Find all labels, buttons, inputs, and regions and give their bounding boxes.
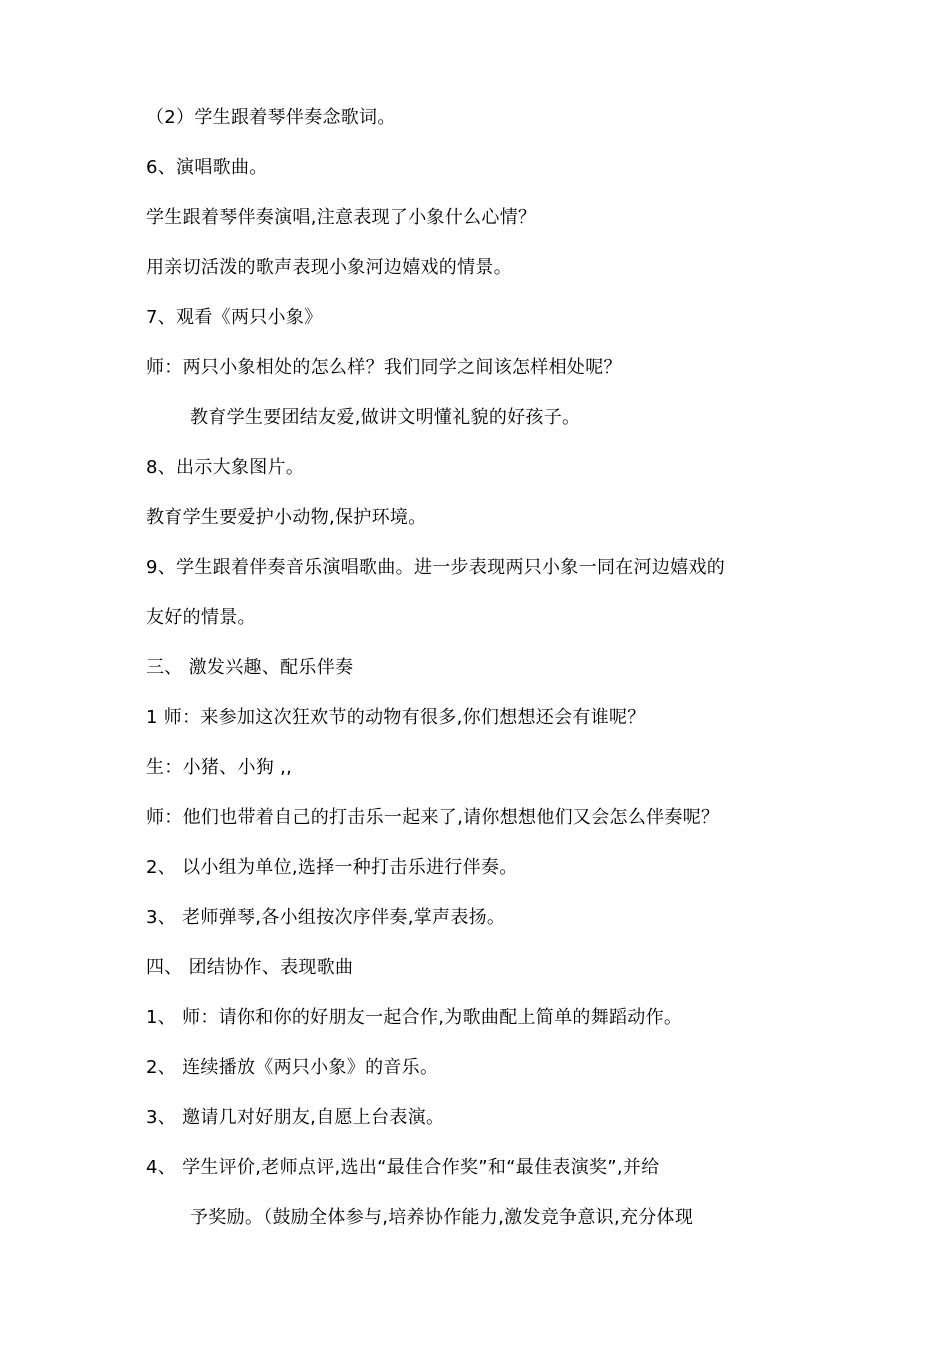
text-line: 师：他们也带着自己的打击乐一起来了,请你想想他们又会怎么伴奏呢？ [146,807,720,828]
text-line: 师：两只小象相处的怎么样？我们同学之间该怎样相处呢？ [146,357,622,378]
section-heading: 四、 团结协作、表现歌曲 [146,957,354,978]
text-line: 6、演唱歌曲。 [146,157,268,178]
section-heading: 三、 激发兴趣、配乐伴奏 [146,657,354,678]
text-line: 教育学生要爱护小动物,保护环境。 [146,507,427,528]
text-line: 用亲切活泼的歌声表现小象河边嬉戏的情景。 [146,257,512,278]
text-line: （2）学生跟着琴伴奏念歌词。 [146,107,396,128]
text-line: 1 师：来参加这次狂欢节的动物有很多,你们想想还会有谁呢？ [146,707,646,728]
text-line: 8、出示大象图片。 [146,457,305,478]
text-line: 学生跟着琴伴奏演唱,注意表现了小象什么心情？ [146,207,537,228]
text-line: 教育学生要团结友爱,做讲文明懂礼貌的好孩子。 [190,407,581,428]
text-line: 4、 学生评价,老师点评,选出“最佳合作奖”和“最佳表演奖”,并给 [146,1157,660,1178]
text-line: 2、 以小组为单位,选择一种打击乐进行伴奏。 [146,857,518,878]
text-line: 2、 连续播放《两只小象》的音乐。 [146,1057,439,1078]
text-line: 1、 师：请你和你的好朋友一起合作,为歌曲配上简单的舞蹈动作。 [146,1007,683,1028]
text-line: 予奖励。（鼓励全体参与,培养协作能力,激发竞争意识,充分体现 [190,1207,694,1228]
text-line: 3、 老师弹琴,各小组按次序伴奏,掌声表扬。 [146,907,506,928]
text-line: 生：小猪、小狗 ,, [146,757,293,778]
text-line: 7、观看《两只小象》 [146,307,323,328]
text-line: 3、 邀请几对好朋友,自愿上台表演。 [146,1107,445,1128]
text-line: 9、学生跟着伴奏音乐演唱歌曲。进一步表现两只小象一同在河边嬉戏的 [146,557,726,578]
text-line: 友好的情景。 [146,607,256,628]
